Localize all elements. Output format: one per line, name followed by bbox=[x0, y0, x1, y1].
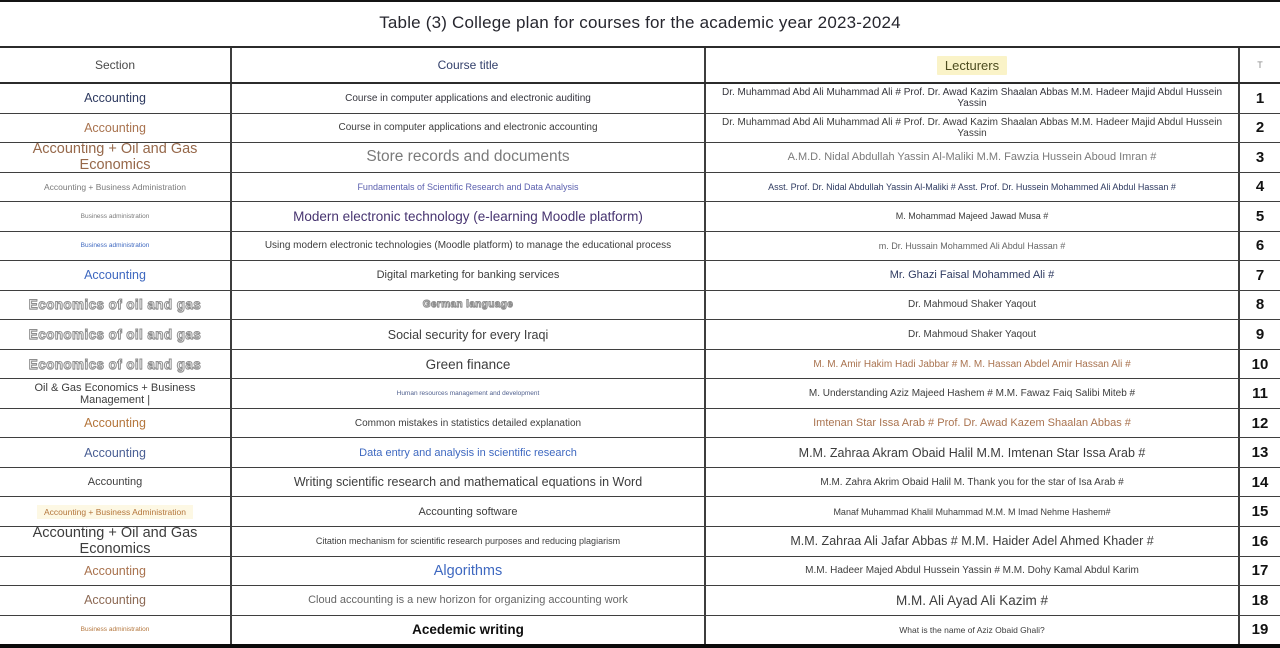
course-title-text: Using modern electronic technologies (Moodle platform) to manage the educational process bbox=[264, 240, 672, 252]
course-title-text: Course in computer applications and electronic auditing bbox=[345, 92, 591, 104]
header-course-title bbox=[232, 48, 706, 82]
row-number-text: 15 bbox=[1251, 503, 1269, 521]
lecturers-text: m. Dr. Hussain Mohammed Ali Abdul Hassan # bbox=[878, 240, 1066, 251]
table-row bbox=[0, 350, 1280, 380]
table-row bbox=[0, 438, 1280, 468]
lecturers-cell bbox=[706, 173, 1240, 202]
table-row bbox=[0, 202, 1280, 232]
course-title-text: Cloud accounting is a new horizon for organizing accounting work bbox=[308, 594, 628, 607]
course-title-cell bbox=[232, 232, 706, 261]
section-cell bbox=[0, 320, 232, 349]
lecturers-cell bbox=[706, 202, 1240, 231]
section-cell bbox=[0, 586, 232, 615]
lecturers-cell bbox=[706, 320, 1240, 349]
section-text: Accounting bbox=[84, 563, 146, 578]
lecturers-text: M.M. Hadeer Majed Abdul Hussein Yassin # M.M. Dohy Kamal Abdul Karim bbox=[805, 565, 1139, 577]
course-title-text: Modern electronic technology (e-learning Moodle platform) bbox=[293, 208, 643, 224]
course-title-text: Algorithms bbox=[433, 562, 503, 579]
course-title-text: Acedemic writing bbox=[412, 622, 524, 638]
lecturers-text: M.M. Ali Ayad Ali Kazim # bbox=[895, 592, 1049, 608]
row-number-text: 17 bbox=[1251, 562, 1269, 580]
section-cell bbox=[0, 438, 232, 467]
row-number-text: 12 bbox=[1251, 414, 1269, 432]
row-number-text: 7 bbox=[1255, 266, 1265, 284]
page-title: Table (3) College plan for courses for the academic year 2023-2024 bbox=[379, 13, 901, 32]
course-title-text: Social security for every Iraqi bbox=[387, 327, 549, 342]
section-text: Accounting + Oil and Gas Economics bbox=[32, 526, 198, 556]
lecturers-text: Dr. Muhammad Abd Ali Muhammad Ali # Prof. Dr. Awad Kazim Shaalan Abbas M.M. Hadeer Majid Abdul Hussein Yassin bbox=[721, 87, 1223, 110]
lecturers-text: M.M. Zahra Akrim Obaid Halil M. Thank you for the star of Isa Arab # bbox=[820, 476, 1124, 488]
section-text: Economics of oil and gas bbox=[28, 327, 202, 343]
course-title-text: Store records and documents bbox=[366, 148, 570, 166]
row-number-cell bbox=[1240, 468, 1280, 497]
row-number-cell bbox=[1240, 586, 1280, 615]
row-number-cell bbox=[1240, 616, 1280, 645]
lecturers-cell bbox=[706, 409, 1240, 438]
section-text: Accounting + Business Administration bbox=[44, 181, 186, 192]
row-number-cell bbox=[1240, 84, 1280, 113]
course-title-text: Common mistakes in statistics detailed explanation bbox=[354, 417, 582, 429]
lecturers-cell bbox=[706, 438, 1240, 467]
course-title-cell bbox=[232, 202, 706, 231]
lecturers-text: Asst. Prof. Dr. Nidal Abdullah Yassin Al-Maliki # Asst. Prof. Dr. Hussein Mohammed Ali Abdul Hassan # bbox=[768, 181, 1176, 192]
section-text: Accounting bbox=[84, 445, 146, 460]
course-title-cell bbox=[232, 409, 706, 438]
course-title-text: Data entry and analysis in scientific research bbox=[359, 446, 577, 459]
lecturers-text: Manaf Muhammad Khalil Muhammad M.M. M Imad Nehme Hashem# bbox=[833, 506, 1111, 517]
course-title-text: Citation mechanism for scientific research purposes and reducing plagiarism bbox=[315, 536, 621, 547]
course-title-text: German language bbox=[422, 299, 514, 311]
row-number-cell bbox=[1240, 261, 1280, 290]
table-row bbox=[0, 557, 1280, 587]
row-number-cell bbox=[1240, 143, 1280, 172]
section-cell bbox=[0, 527, 232, 556]
section-text: Oil & Gas Economics + Business Management | bbox=[34, 381, 196, 406]
lecturers-cell bbox=[706, 468, 1240, 497]
table-row bbox=[0, 379, 1280, 409]
section-text: Accounting bbox=[84, 120, 146, 135]
course-title-cell bbox=[232, 291, 706, 320]
header-lecturers-label: Lecturers bbox=[937, 56, 1007, 75]
header-course-title-label: Course title bbox=[437, 58, 499, 72]
lecturers-text: M. Mohammad Majeed Jawad Musa # bbox=[895, 211, 1049, 222]
lecturers-cell bbox=[706, 350, 1240, 379]
lecturers-cell bbox=[706, 586, 1240, 615]
course-title-cell bbox=[232, 261, 706, 290]
section-cell bbox=[0, 261, 232, 290]
row-number-text: 2 bbox=[1255, 119, 1265, 137]
row-number-text: 11 bbox=[1252, 385, 1268, 403]
section-cell bbox=[0, 202, 232, 231]
lecturers-text: Mr. Ghazi Faisal Mohammed Ali # bbox=[889, 269, 1055, 282]
table-row bbox=[0, 497, 1280, 527]
section-text: Business administration bbox=[80, 212, 150, 220]
lecturers-cell bbox=[706, 497, 1240, 526]
course-title-cell bbox=[232, 527, 706, 556]
row-number-text: 13 bbox=[1251, 444, 1269, 462]
header-section-label: Section bbox=[94, 58, 136, 72]
course-title-text: Accounting software bbox=[418, 505, 518, 518]
section-text: Accounting bbox=[84, 593, 146, 608]
row-number-text: 19 bbox=[1251, 621, 1269, 639]
row-number-cell bbox=[1240, 557, 1280, 586]
section-text: Accounting bbox=[84, 416, 146, 431]
course-title-cell bbox=[232, 616, 706, 645]
row-number-cell bbox=[1240, 173, 1280, 202]
section-cell bbox=[0, 557, 232, 586]
lecturers-cell bbox=[706, 527, 1240, 556]
title-bar bbox=[0, 2, 1280, 44]
row-number-text: 16 bbox=[1251, 532, 1269, 550]
section-cell bbox=[0, 232, 232, 261]
lecturers-text: Dr. Muhammad Abd Ali Muhammad Ali # Prof. Dr. Awad Kazim Shaalan Abbas M.M. Hadeer Majid Abdul Hussein Yassin bbox=[721, 116, 1223, 139]
row-number-cell bbox=[1240, 202, 1280, 231]
course-title-cell bbox=[232, 143, 706, 172]
section-cell bbox=[0, 409, 232, 438]
section-cell bbox=[0, 616, 232, 645]
course-title-cell bbox=[232, 586, 706, 615]
section-text: Accounting bbox=[87, 476, 143, 489]
course-title-cell bbox=[232, 320, 706, 349]
lecturers-text: M.M. Zahraa Akram Obaid Halil M.M. Imtenan Star Issa Arab # bbox=[798, 445, 1146, 460]
section-cell bbox=[0, 84, 232, 113]
section-cell bbox=[0, 350, 232, 379]
row-number-cell bbox=[1240, 291, 1280, 320]
row-number-text: 9 bbox=[1255, 326, 1265, 344]
lecturers-text: M. Understanding Aziz Majeed Hashem # M.M. Fawaz Faiq Salibi Miteb # bbox=[808, 388, 1136, 400]
lecturers-cell bbox=[706, 84, 1240, 113]
row-number-text: 14 bbox=[1251, 473, 1269, 491]
section-cell bbox=[0, 497, 232, 526]
lecturers-text: Imtenan Star Issa Arab # Prof. Dr. Awad Kazem Shaalan Abbas # bbox=[813, 417, 1131, 430]
section-text: Accounting bbox=[84, 268, 146, 283]
section-text: Accounting bbox=[84, 91, 146, 106]
course-title-cell bbox=[232, 350, 706, 379]
lecturers-text: What is the name of Aziz Obaid Ghali? bbox=[899, 624, 1045, 635]
table-row bbox=[0, 261, 1280, 291]
course-title-cell bbox=[232, 557, 706, 586]
course-plan-table bbox=[0, 46, 1280, 648]
section-cell bbox=[0, 291, 232, 320]
row-number-cell bbox=[1240, 497, 1280, 526]
course-title-cell bbox=[232, 468, 706, 497]
header-lecturers bbox=[706, 48, 1240, 82]
row-number-text: 5 bbox=[1255, 207, 1265, 225]
section-text: Accounting + Oil and Gas Economics bbox=[32, 143, 198, 172]
course-title-cell bbox=[232, 497, 706, 526]
row-number-cell bbox=[1240, 409, 1280, 438]
row-number-text: 3 bbox=[1255, 148, 1265, 166]
table-row bbox=[0, 320, 1280, 350]
section-text: Economics of oil and gas bbox=[28, 297, 202, 313]
course-title-text: Digital marketing for banking services bbox=[376, 269, 560, 282]
row-number-text: 1 bbox=[1255, 89, 1265, 107]
table-row bbox=[0, 468, 1280, 498]
section-cell bbox=[0, 143, 232, 172]
lecturers-cell bbox=[706, 291, 1240, 320]
lecturers-cell bbox=[706, 261, 1240, 290]
table-header-row bbox=[0, 48, 1280, 84]
header-section bbox=[0, 48, 232, 82]
lecturers-cell bbox=[706, 143, 1240, 172]
course-title-cell bbox=[232, 114, 706, 143]
table-row bbox=[0, 143, 1280, 173]
section-cell bbox=[0, 468, 232, 497]
lecturers-cell bbox=[706, 114, 1240, 143]
course-title-text: Fundamentals of Scientific Research and Data Analysis bbox=[357, 181, 579, 192]
section-text: Accounting + Business Administration bbox=[37, 505, 193, 519]
header-number bbox=[1240, 48, 1280, 82]
lecturers-text: Dr. Mahmoud Shaker Yaqout bbox=[907, 329, 1037, 341]
course-title-cell bbox=[232, 438, 706, 467]
section-text: Business administration bbox=[80, 242, 150, 250]
lecturers-text: A.M.D. Nidal Abdullah Yassin Al-Maliki M.M. Fawzia Hussein Aboud Imran # bbox=[787, 151, 1157, 164]
section-cell bbox=[0, 114, 232, 143]
section-text: Business administration bbox=[80, 626, 150, 634]
table-row bbox=[0, 232, 1280, 262]
course-title-text: Green finance bbox=[425, 356, 511, 372]
table-row bbox=[0, 114, 1280, 144]
section-text: Economics of oil and gas bbox=[28, 356, 202, 372]
course-title-cell bbox=[232, 173, 706, 202]
lecturers-text: Dr. Mahmoud Shaker Yaqout bbox=[907, 299, 1037, 311]
course-title-text: Writing scientific research and mathematical equations in Word bbox=[293, 475, 643, 490]
table-row bbox=[0, 173, 1280, 203]
row-number-text: 4 bbox=[1255, 178, 1265, 196]
lecturers-cell bbox=[706, 557, 1240, 586]
section-cell bbox=[0, 173, 232, 202]
row-number-cell bbox=[1240, 320, 1280, 349]
table-row bbox=[0, 84, 1280, 114]
section-cell bbox=[0, 379, 232, 408]
row-number-text: 6 bbox=[1255, 237, 1265, 255]
row-number-cell bbox=[1240, 379, 1280, 408]
lecturers-cell bbox=[706, 232, 1240, 261]
course-title-cell bbox=[232, 84, 706, 113]
table-row bbox=[0, 527, 1280, 557]
row-number-text: 8 bbox=[1255, 296, 1265, 314]
row-number-cell bbox=[1240, 114, 1280, 143]
table-row bbox=[0, 291, 1280, 321]
row-number-cell bbox=[1240, 232, 1280, 261]
lecturers-cell bbox=[706, 379, 1240, 408]
row-number-text: 18 bbox=[1251, 591, 1269, 609]
header-number-label: T bbox=[1257, 60, 1263, 70]
row-number-cell bbox=[1240, 527, 1280, 556]
lecturers-text: M.M. Zahraa Ali Jafar Abbas # M.M. Haider Adel Ahmed Khader # bbox=[790, 534, 1154, 549]
course-title-cell bbox=[232, 379, 706, 408]
table-row bbox=[0, 616, 1280, 645]
row-number-cell bbox=[1240, 350, 1280, 379]
table-row bbox=[0, 409, 1280, 439]
lecturers-cell bbox=[706, 616, 1240, 645]
lecturers-text: M. M. Amir Hakim Hadi Jabbar # M. M. Hassan Abdel Amir Hassan Ali # bbox=[813, 358, 1131, 370]
course-title-text: Human resources management and development bbox=[396, 390, 540, 398]
row-number-text: 10 bbox=[1251, 355, 1269, 373]
table-row bbox=[0, 586, 1280, 616]
course-title-text: Course in computer applications and electronic accounting bbox=[338, 122, 598, 134]
row-number-cell bbox=[1240, 438, 1280, 467]
